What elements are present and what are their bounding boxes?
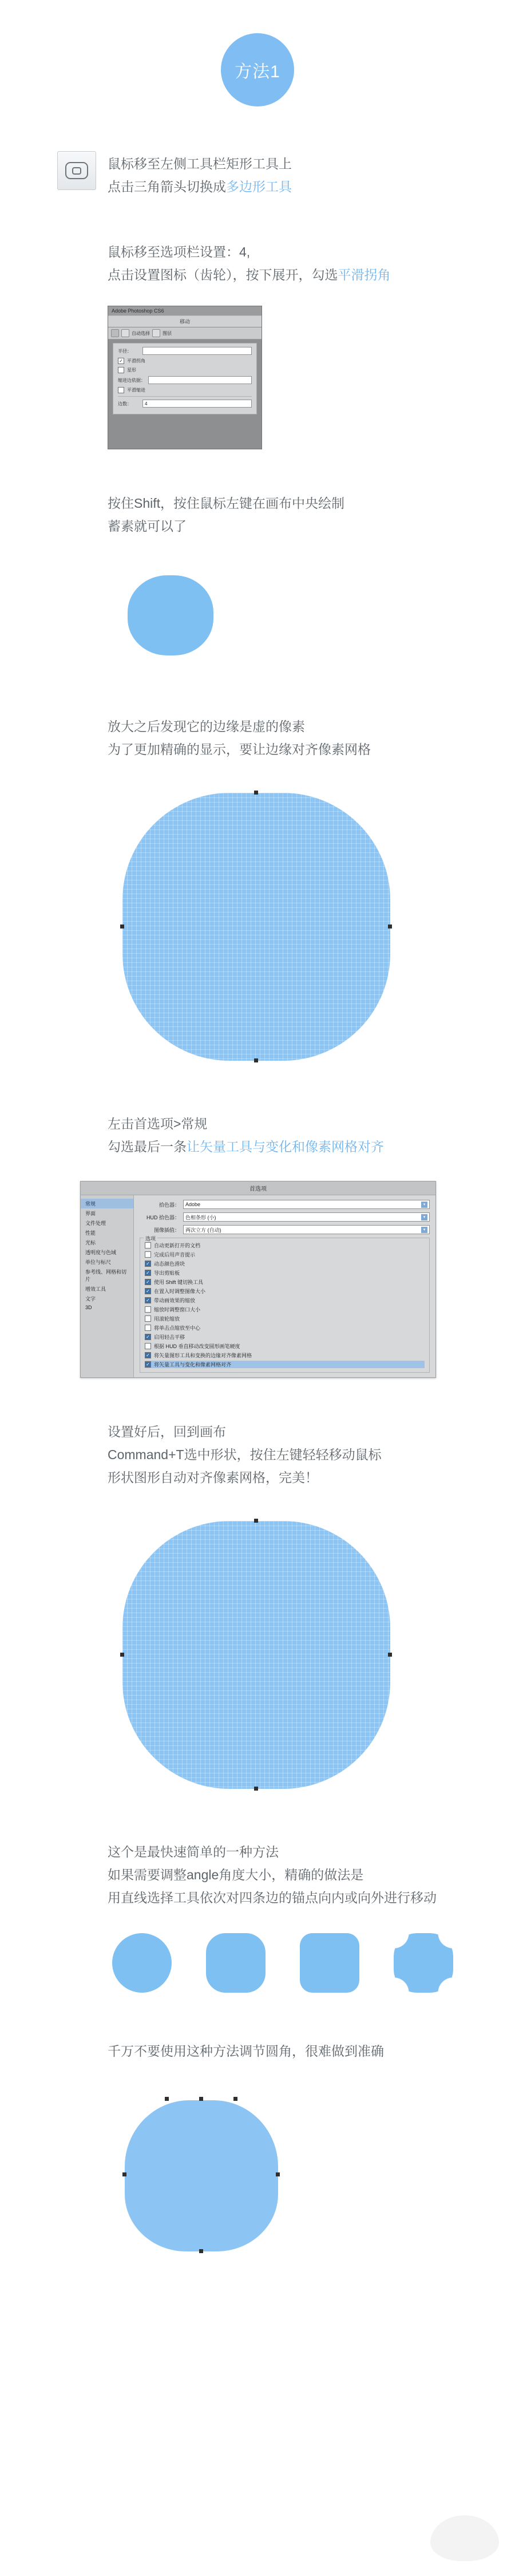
prefs-option-1-box[interactable] <box>145 1251 151 1258</box>
shape-variant-concave-cell <box>389 1929 458 1997</box>
shape-preview-large-2 <box>108 1512 405 1798</box>
squircle-shape-large-2 <box>122 1521 390 1789</box>
zoom-text <box>108 715 446 761</box>
prefs-category-3[interactable]: 性能 <box>85 1230 96 1236</box>
prefs-row-1-value: 色相条形 (小) <box>185 1214 216 1220</box>
chevron-down-icon[interactable]: ▾ <box>421 1202 427 1208</box>
anchor-point-left[interactable] <box>120 924 124 929</box>
ps-row-sides-input[interactable]: 4 <box>142 400 252 408</box>
squircle-shape-large <box>122 793 390 1061</box>
method-badge: 方法1 <box>221 33 294 106</box>
prefs-option-12[interactable] <box>145 1352 425 1359</box>
zoom-line2: 为了更加精确的显示，要让边缘对齐像素网格 <box>108 742 371 757</box>
prefs-options-group <box>140 1238 430 1373</box>
prefs-option-7[interactable] <box>145 1306 425 1313</box>
after-line3: 形状图形自动对齐像素网格，完美！ <box>108 1470 318 1485</box>
summary-line1: 这个是最快速简单的一种方法 <box>108 1844 279 1859</box>
draw-text <box>108 492 446 538</box>
anchor-point-right-2[interactable] <box>388 1653 392 1657</box>
prefs-options-group-label: 选项 <box>144 1235 157 1242</box>
prefs-category-7[interactable]: 参考线、网格和切片 <box>85 1269 127 1282</box>
tool-hint-line2 <box>108 175 292 198</box>
summary-text <box>108 1840 446 1909</box>
ps-check-smooth-indent-box[interactable] <box>118 387 124 393</box>
ps-option-bar[interactable] <box>108 327 262 339</box>
ps-row-radius[interactable] <box>118 347 252 355</box>
anchor-point-bottom[interactable] <box>254 1058 258 1062</box>
prefs-option-4[interactable] <box>145 1278 425 1286</box>
options-line2-prefix: 点击设置图标（齿轮），按下展开，勾选 <box>108 267 338 282</box>
shape-variant-circle <box>112 1933 172 1993</box>
preferences-body <box>81 1195 435 1377</box>
preferences-title: 首选项 <box>81 1182 435 1195</box>
summary-line3: 用直线选择工具依次对四条边的锚点向内或向外进行移动 <box>108 1890 437 1905</box>
prefs-option-8-box[interactable] <box>145 1315 151 1322</box>
prefs-option-4-label: 使用 Shift 键切换工具 <box>154 1279 204 1285</box>
prefs-option-2[interactable] <box>145 1260 425 1267</box>
handle-top-right[interactable] <box>233 2097 237 2101</box>
prefs-category-9[interactable]: 文字 <box>85 1296 96 1302</box>
prefs-option-3[interactable] <box>145 1269 425 1277</box>
prefs-option-11-box[interactable] <box>145 1343 151 1349</box>
ps-check-smooth-corners[interactable] <box>118 358 252 364</box>
prefs-option-9[interactable] <box>145 1324 425 1332</box>
ps-row-indent[interactable] <box>118 376 252 384</box>
ps-check-smooth-indent-label: 平滑缩进 <box>127 388 145 393</box>
prefs-option-3-label: 导出剪贴板 <box>154 1270 180 1276</box>
prefs-option-10-box[interactable] <box>145 1334 151 1340</box>
prefs-option-4-box[interactable] <box>145 1279 151 1285</box>
prefs-option-0-box[interactable] <box>145 1242 151 1249</box>
prefs-option-13-box[interactable] <box>145 1361 151 1368</box>
prefs-line2 <box>108 1135 446 1158</box>
ps-row-sides[interactable] <box>118 400 252 408</box>
prefs-option-2-box[interactable] <box>145 1261 151 1267</box>
badge-row <box>0 0 515 106</box>
ps-optbar-item-1[interactable]: 图层 <box>163 330 172 336</box>
after-text <box>108 1420 446 1489</box>
prefs-row-1-label: HUD 拾色器： <box>146 1214 180 1220</box>
squircle-shape-small <box>128 575 213 655</box>
prefs-option-9-label: 将单击点缩放至中心 <box>154 1325 201 1331</box>
tool-hint-line2-link[interactable]: 多边形工具 <box>226 179 292 194</box>
shape-preview-large <box>108 784 405 1070</box>
squircle-shape-handles <box>125 2100 278 2251</box>
prefs-option-3-box[interactable] <box>145 1270 151 1276</box>
prefs-option-6-box[interactable] <box>145 1297 151 1303</box>
shape-variant-rounded <box>300 1933 359 1993</box>
anchor-point-left-2[interactable] <box>120 1653 124 1657</box>
handle-bottom[interactable] <box>199 2249 203 2253</box>
chevron-down-icon[interactable]: ▾ <box>421 1227 427 1233</box>
options-line1: 鼠标移至选项栏设置：4, <box>108 244 251 259</box>
ps-row-radius-label: 半径： <box>118 348 132 354</box>
shape-preview-small <box>108 558 233 673</box>
anchor-point-top-2[interactable] <box>254 1519 258 1523</box>
prefs-option-13-label: 将矢量工具与变化和像素网格对齐 <box>154 1362 232 1368</box>
preferences-dialog <box>80 1181 436 1378</box>
handle-top[interactable] <box>199 2097 203 2101</box>
preferences-category-list[interactable] <box>81 1195 134 1377</box>
anchor-point-top[interactable] <box>254 791 258 795</box>
warning-line1: 千万不要使用这种方法调节圆角，很难做到准确 <box>108 2044 384 2059</box>
ps-layer-icon[interactable] <box>152 329 160 337</box>
shape-variant-rounded-cell <box>295 1929 364 1997</box>
prefs-row-1-select[interactable] <box>183 1212 430 1222</box>
ps-window-title: Adobe Photoshop CS6 <box>108 306 262 315</box>
handle-left[interactable] <box>122 2172 126 2176</box>
ps-check-star-label: 星形 <box>127 368 136 373</box>
prefs-text <box>108 1112 446 1158</box>
prefs-option-5[interactable] <box>145 1287 425 1295</box>
ps-check-smooth-indent[interactable] <box>118 387 252 393</box>
ps-auto-select-icon[interactable] <box>121 329 129 337</box>
prefs-option-5-label: 在置入时调整图像大小 <box>154 1289 206 1294</box>
chevron-down-icon[interactable]: ▾ <box>421 1214 427 1220</box>
prefs-row-0-label: 拾色器： <box>159 1202 180 1208</box>
prefs-row-2-label: 图像插值： <box>153 1227 180 1233</box>
prefs-option-7-box[interactable] <box>145 1306 151 1313</box>
prefs-line2-link[interactable]: 让矢量工具与变化和像素网格对齐 <box>187 1139 384 1154</box>
prefs-option-9-box[interactable] <box>145 1325 151 1331</box>
prefs-option-8[interactable] <box>145 1315 425 1322</box>
draw-line2: 蓄素就可以了 <box>108 519 187 534</box>
anchor-point-bottom-2[interactable] <box>254 1787 258 1791</box>
tool-hint-line2-prefix: 点击三角箭头切换成 <box>108 179 226 194</box>
handle-right[interactable] <box>276 2172 280 2176</box>
prefs-row-0-value: Adobe <box>185 1202 201 1207</box>
ps-row-indent-input[interactable] <box>148 376 252 384</box>
ps-row-sides-label: 边数： <box>118 401 132 406</box>
prefs-option-1[interactable] <box>145 1251 425 1258</box>
shape-variants-row <box>108 1929 515 1997</box>
preferences-content <box>134 1195 435 1377</box>
prefs-option-11[interactable] <box>145 1342 425 1350</box>
prefs-option-12-box[interactable] <box>145 1352 151 1358</box>
tool-hint-text <box>108 151 292 198</box>
prefs-option-0-label: 自动更新打开的文档 <box>154 1243 201 1249</box>
prefs-category-6[interactable]: 单位与标尺 <box>85 1259 112 1265</box>
ps-row-radius-input[interactable] <box>142 347 252 355</box>
rounded-rect-tool-icon <box>57 151 96 190</box>
draw-line1: 按住Shift，按住鼠标左键在画布中央绘制 <box>108 496 345 511</box>
photoshop-options-panel <box>108 306 262 449</box>
shape-preview-handles <box>108 2085 296 2269</box>
prefs-row-2-value: 两次立方 (自动) <box>185 1227 221 1233</box>
prefs-option-12-label: 将矢量图形工具和变换的边缘对齐像素网格 <box>154 1353 252 1358</box>
prefs-option-0[interactable] <box>145 1242 425 1249</box>
ps-panel-title: 移动 <box>108 315 262 327</box>
prefs-row-hud-picker[interactable] <box>140 1212 430 1222</box>
tool-hint-line1: 鼠标移至左侧工具栏矩形工具上 <box>108 156 292 171</box>
prefs-category-0[interactable]: 常规 <box>81 1199 133 1208</box>
ps-separator <box>118 396 252 397</box>
ps-optbar-item-0[interactable]: 自动选择 <box>132 330 150 336</box>
options-line2 <box>108 263 446 286</box>
ps-row-indent-label: 缩进边依据： <box>118 377 145 383</box>
prefs-category-8[interactable]: 增效工具 <box>85 1286 106 1292</box>
tool-hint-row <box>57 151 458 198</box>
prefs-option-10[interactable] <box>145 1333 425 1341</box>
shape-variant-squircle <box>206 1933 266 1993</box>
prefs-category-2[interactable]: 文件处理 <box>85 1220 106 1226</box>
prefs-category-4[interactable]: 光标 <box>85 1240 96 1246</box>
zoom-line1: 放大之后发现它的边缘是虚的像素 <box>108 719 305 734</box>
prefs-option-6-label: 带动画效果的缩放 <box>154 1298 196 1303</box>
after-line1: 设置好后，回到画布 <box>108 1424 226 1439</box>
summary-line2: 如果需要调整angle角度大小，精确的做法是 <box>108 1867 364 1882</box>
ps-check-smooth-corners-label: 平滑拐角 <box>127 358 145 364</box>
prefs-category-1[interactable]: 界面 <box>85 1211 96 1216</box>
prefs-row-0-select[interactable] <box>183 1200 430 1209</box>
prefs-row-2-select[interactable] <box>183 1225 430 1234</box>
prefs-line1: 左击首选项>常规 <box>108 1116 208 1131</box>
prefs-line2-prefix: 勾选最后一条 <box>108 1139 187 1154</box>
prefs-option-7-label: 缩放时调整窗口大小 <box>154 1307 201 1313</box>
handle-top-left[interactable] <box>165 2097 169 2101</box>
prefs-option-5-box[interactable] <box>145 1288 151 1294</box>
prefs-option-6[interactable] <box>145 1297 425 1304</box>
prefs-option-2-label: 动态颜色滑块 <box>154 1261 185 1267</box>
options-text <box>108 240 446 286</box>
prefs-option-1-label: 完成后用声音提示 <box>154 1252 196 1258</box>
prefs-row-interpolation[interactable] <box>140 1225 430 1234</box>
shape-variant-circle-cell <box>108 1929 176 1997</box>
prefs-option-13[interactable] <box>145 1361 425 1368</box>
prefs-category-5[interactable]: 透明度与色域 <box>85 1250 117 1255</box>
ps-check-star-box[interactable] <box>118 367 124 373</box>
ps-check-smooth-corners-box[interactable] <box>118 358 124 364</box>
watermark <box>430 2515 499 2561</box>
prefs-category-10[interactable]: 3D <box>85 1305 92 1310</box>
shape-variant-concave <box>394 1933 453 1993</box>
ps-polygon-settings <box>113 343 257 414</box>
after-line2: Command+T选中形状，按住左键轻轻移动鼠标 <box>108 1447 382 1462</box>
ps-tool-swatch-icon[interactable] <box>111 329 119 337</box>
prefs-option-10-label: 启用轻击平移 <box>154 1334 185 1340</box>
prefs-row-color-picker[interactable] <box>140 1200 430 1209</box>
prefs-option-11-label: 根据 HUD 垂直移动改变圆形画笔硬度 <box>154 1344 240 1349</box>
options-line2-link[interactable]: 平滑拐角 <box>338 267 391 282</box>
anchor-point-right[interactable] <box>388 924 392 929</box>
ps-check-star[interactable] <box>118 367 252 373</box>
shape-variant-squircle-cell <box>201 1929 270 1997</box>
warning-text <box>108 2040 446 2063</box>
prefs-option-8-label: 用滚轮缩放 <box>154 1316 180 1322</box>
